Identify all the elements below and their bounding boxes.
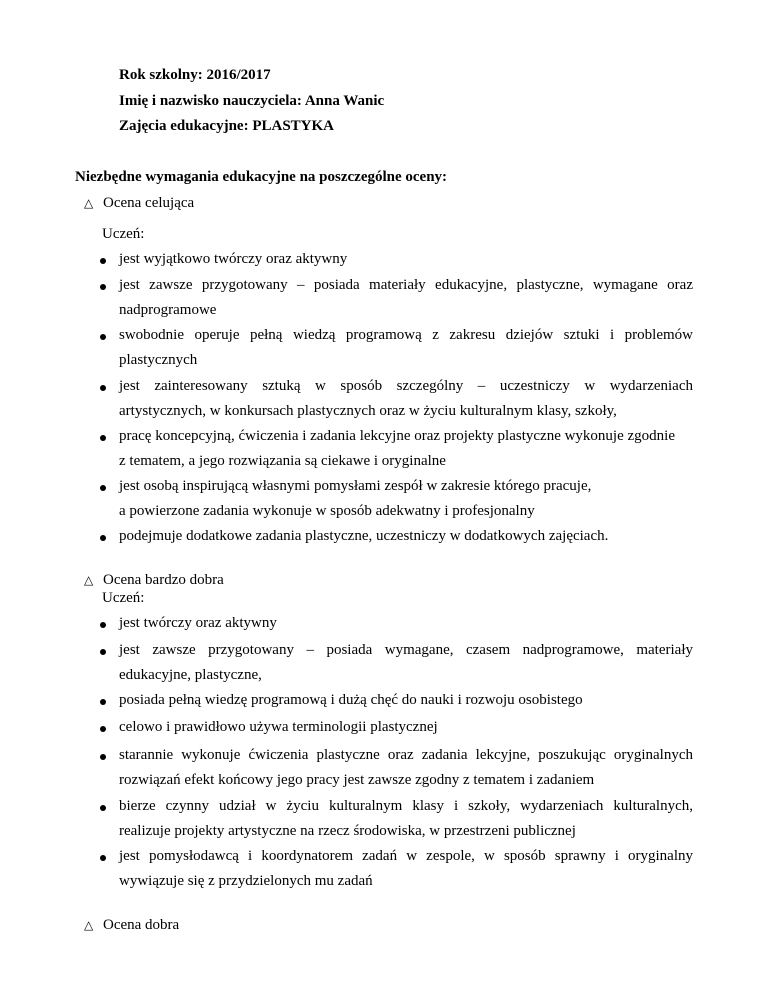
bullet-icon: [100, 258, 106, 264]
list-item: bierze czynny udział w życiu kulturalnym klasy i szkoły, wydarzeniach kulturalnych,: [119, 798, 693, 814]
list-item: swobodnie operuje pełną wiedzą programową z zakresu dziejów sztuki i problemów: [119, 327, 693, 343]
section-marker-icon: △: [84, 573, 94, 587]
bullet-icon: [100, 385, 106, 391]
list-item-continuation: nadprogramowe: [119, 302, 217, 318]
bullet-icon: [100, 855, 106, 861]
list-item-continuation: realizuje projekty artystyczne na rzecz środowiska, w przestrzeni publicznej: [119, 823, 576, 839]
list-item-continuation: wywiązuje się z przydzielonych mu zadań: [119, 873, 373, 889]
bullet-icon: [100, 435, 106, 441]
list-item: pracę koncepcyjną, ćwiczenia i zadania lekcyjne oraz projekty plastyczne wykonuje zgodnie: [119, 428, 675, 444]
list-item: celowo i prawidłowo używa terminologii plastycznej: [119, 719, 438, 735]
list-item: jest zainteresowany sztuką w sposób szczególny – uczestniczy w wydarzeniach: [119, 378, 693, 394]
list-item: jest zawsze przygotowany – posiada materiały edukacyjne, plastyczne, wymagane oraz: [119, 277, 693, 293]
bullet-icon: [100, 649, 106, 655]
list-item: jest zawsze przygotowany – posiada wymagane, czasem nadprogramowe, materiały: [119, 642, 693, 658]
list-item: podejmuje dodatkowe zadania plastyczne, uczestniczy w dodatkowych zajęciach.: [119, 528, 609, 544]
bullet-icon: [100, 485, 106, 491]
list-item-continuation: z tematem, a jego rozwiązania są ciekawe i oryginalne: [119, 453, 446, 469]
list-item: jest twórczy oraz aktywny: [119, 615, 277, 631]
bullet-icon: [100, 622, 106, 628]
school-year: Rok szkolny: 2016/2017: [119, 67, 271, 83]
list-item-continuation: edukacyjne, plastyczne,: [119, 667, 262, 683]
bullet-icon: [100, 754, 106, 760]
student-label: Uczeń:: [102, 590, 145, 606]
list-item-continuation: a powierzone zadania wykonuje w sposób adekwatny i profesjonalny: [119, 503, 535, 519]
list-item: posiada pełną wiedzę programową i dużą chęć do nauki i rozwoju osobistego: [119, 692, 583, 708]
list-item-continuation: artystycznych, w konkursach plastycznych oraz w życiu kulturalnym klasy, szkoły,: [119, 403, 617, 419]
list-item-continuation: plastycznych: [119, 352, 198, 368]
subject: Zajęcia edukacyjne: PLASTYKA: [119, 118, 334, 134]
list-item-continuation: rozwiązań efekt końcowy jego pracy jest zawsze zgodny z tematem i zadaniem: [119, 772, 595, 788]
list-item: jest osobą inspirującą własnymi pomysłami zespół w zakresie którego pracuje,: [119, 478, 592, 494]
student-label: Uczeń:: [102, 226, 145, 242]
bullet-icon: [100, 284, 106, 290]
teacher-name: Imię i nazwisko nauczyciela: Anna Wanic: [119, 93, 385, 109]
section-title: Ocena celująca: [103, 195, 195, 211]
bullet-icon: [100, 805, 106, 811]
bullet-icon: [100, 334, 106, 340]
bullet-icon: [100, 535, 106, 541]
bullet-icon: [100, 699, 106, 705]
section-marker-icon: △: [84, 196, 94, 210]
section-marker-icon: △: [84, 918, 94, 932]
section-title: Ocena dobra: [103, 917, 180, 933]
list-item: jest pomysłodawcą i koordynatorem zadań w zespole, w sposób sprawny i oryginalny: [119, 848, 693, 864]
list-item: starannie wykonuje ćwiczenia plastyczne oraz zadania lekcyjne, poszukując oryginalnych: [119, 747, 693, 763]
section-title: Ocena bardzo dobra: [103, 572, 224, 588]
requirements-heading: Niezbędne wymagania edukacyjne na poszczególne oceny:: [75, 169, 448, 185]
list-item: jest wyjątkowo twórczy oraz aktywny: [119, 251, 348, 267]
bullet-icon: [100, 726, 106, 732]
